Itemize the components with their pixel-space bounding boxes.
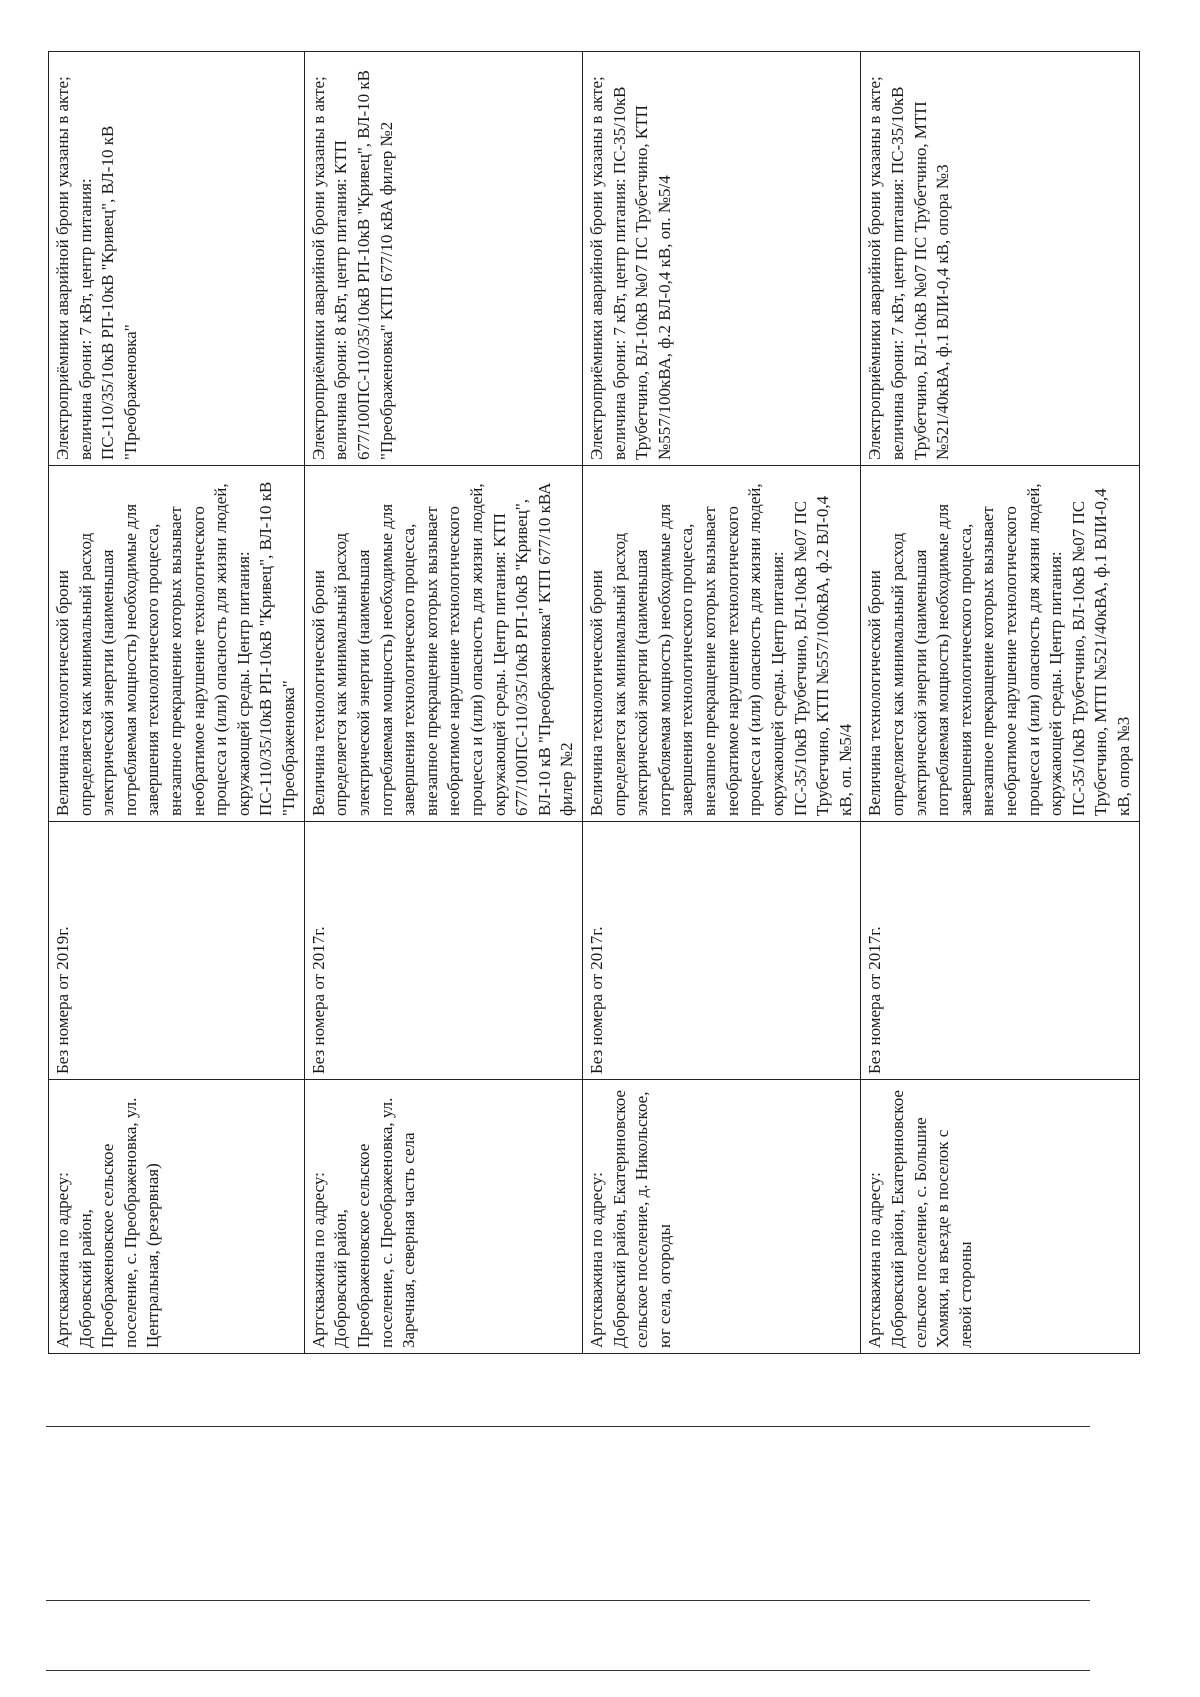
power-reserve-table <box>48 51 1140 1354</box>
address-cell: Артскважина по адресу: Добровский район, Екатериновское сельское поселение, д. Никольское, юг села, огороды <box>583 1080 861 1354</box>
technological-reserve-cell: Величина технологической брони определяется как минимальный расход электрической энергии (наименьшая потребляемая мощность) необходимые для завершения технологического процесса, внезапное прекращение которых вызывает необратимое нарушение технологического процесса и (или) опасность для жизни людей, окружающей среды. Центр питания: ПС-35/10кВ Трубетчино, ВЛ-10кВ №07 ПС Трубетчино, КТП №557/100кВА, ф.2 ВЛ-0,4 кВ, оп. №5/4 <box>583 466 861 822</box>
table-row <box>49 52 305 1354</box>
technological-reserve-cell: Величина технологической брони определяется как минимальный расход электрической энергии (наименьшая потребляемая мощность) необходимые для завершения технологического процесса, внезапное прекращение которых вызывает необратимое нарушение технологического процесса и (или) опасность для жизни людей, окружающей среды. Центр питания: ПС-35/10кВ Трубетчино, ВЛ-10кВ №07 ПС Трубетчино, МТП №521/40кВА, ф.1 ВЛИ-0,4 кВ, опора №3 <box>861 466 1139 822</box>
horizontal-rule <box>46 1600 1090 1601</box>
act-cell: Без номера от 2017г. <box>583 822 861 1080</box>
address-cell: Артскважина по адресу: Добровский район, Екатериновское сельское поселение, с. Большие Хомяки, на въезде в поселок с левой стороны <box>861 1080 1139 1354</box>
technological-reserve-cell: Величина технологической брони определяется как минимальный расход электрической энергии (наименьшая потребляемая мощность) необходимые для завершения технологического процесса, внезапное прекращение которых вызывает необратимое нарушение технологического процесса и (или) опасность для жизни людей, окружающей среды. Центр питания: КТП 677/100ПС-110/35/10кВ РП-10кВ "Кривец", ВЛ-10 кВ "Преображеновка" КТП 677/10 кВА филер №2 <box>304 466 582 822</box>
address-cell: Артскважина по адресу: Добровский район, Преображеновское сельское поселение, с. Преображеновка, ул. Заречная, северная часть села <box>304 1080 582 1354</box>
emergency-reserve-cell: Электроприёмники аварийной брони указаны в акте; величина брони: 7 кВт, центр питания: ПС-35/10кВ Трубетчино, ВЛ-10кВ №07 ПС Трубетчино, КТП №557/100кВА, ф.2 ВЛ-0,4 кВ, оп. №5/4 <box>583 52 861 466</box>
act-cell: Без номера от 2017г. <box>861 822 1139 1080</box>
table-row <box>304 52 582 1354</box>
rotated-table-wrapper <box>48 52 1134 1354</box>
address-cell: Артскважина по адресу: Добровский район, Преображеновское сельское поселение, с. Преображеновка, ул. Центральная, (резервная) <box>49 1080 305 1354</box>
horizontal-rule <box>46 1426 1090 1427</box>
act-cell: Без номера от 2019г. <box>49 822 305 1080</box>
act-cell: Без номера от 2017г. <box>304 822 582 1080</box>
table-row <box>861 52 1139 1354</box>
emergency-reserve-cell: Электроприёмники аварийной брони указаны в акте; величина брони: 8 кВт, центр питания: КТП 677/100ПС-110/35/10кВ РП-10кВ "Кривец", ВЛ-10 кВ "Преображеновка" КТП 677/10 кВА филер №2 <box>304 52 582 466</box>
technological-reserve-cell: Величина технологической брони определяется как минимальный расход электрической энергии (наименьшая потребляемая мощность) необходимые для завершения технологического процесса, внезапное прекращение которых вызывает необратимое нарушение технологического процесса и (или) опасность для жизни людей, окружающей среды. Центр питания: ПС-110/35/10кВ РП-10кВ "Кривец", ВЛ-10 кВ "Преображеновка" <box>49 466 305 822</box>
horizontal-rule <box>46 1670 1090 1671</box>
emergency-reserve-cell: Электроприёмники аварийной брони указаны в акте; величина брони: 7 кВт, центр питания: ПС-110/35/10кВ РП-10кВ "Кривец", ВЛ-10 кВ "Преображеновка" <box>49 52 305 466</box>
emergency-reserve-cell: Электроприёмники аварийной брони указаны в акте; величина брони: 7 кВт, центр питания: ПС-35/10кВ Трубетчино, ВЛ-10кВ №07 ПС Трубетчино, МТП №521/40кВА, ф.1 ВЛИ-0,4 кВ, опора №3 <box>861 52 1139 466</box>
table-row <box>583 52 861 1354</box>
